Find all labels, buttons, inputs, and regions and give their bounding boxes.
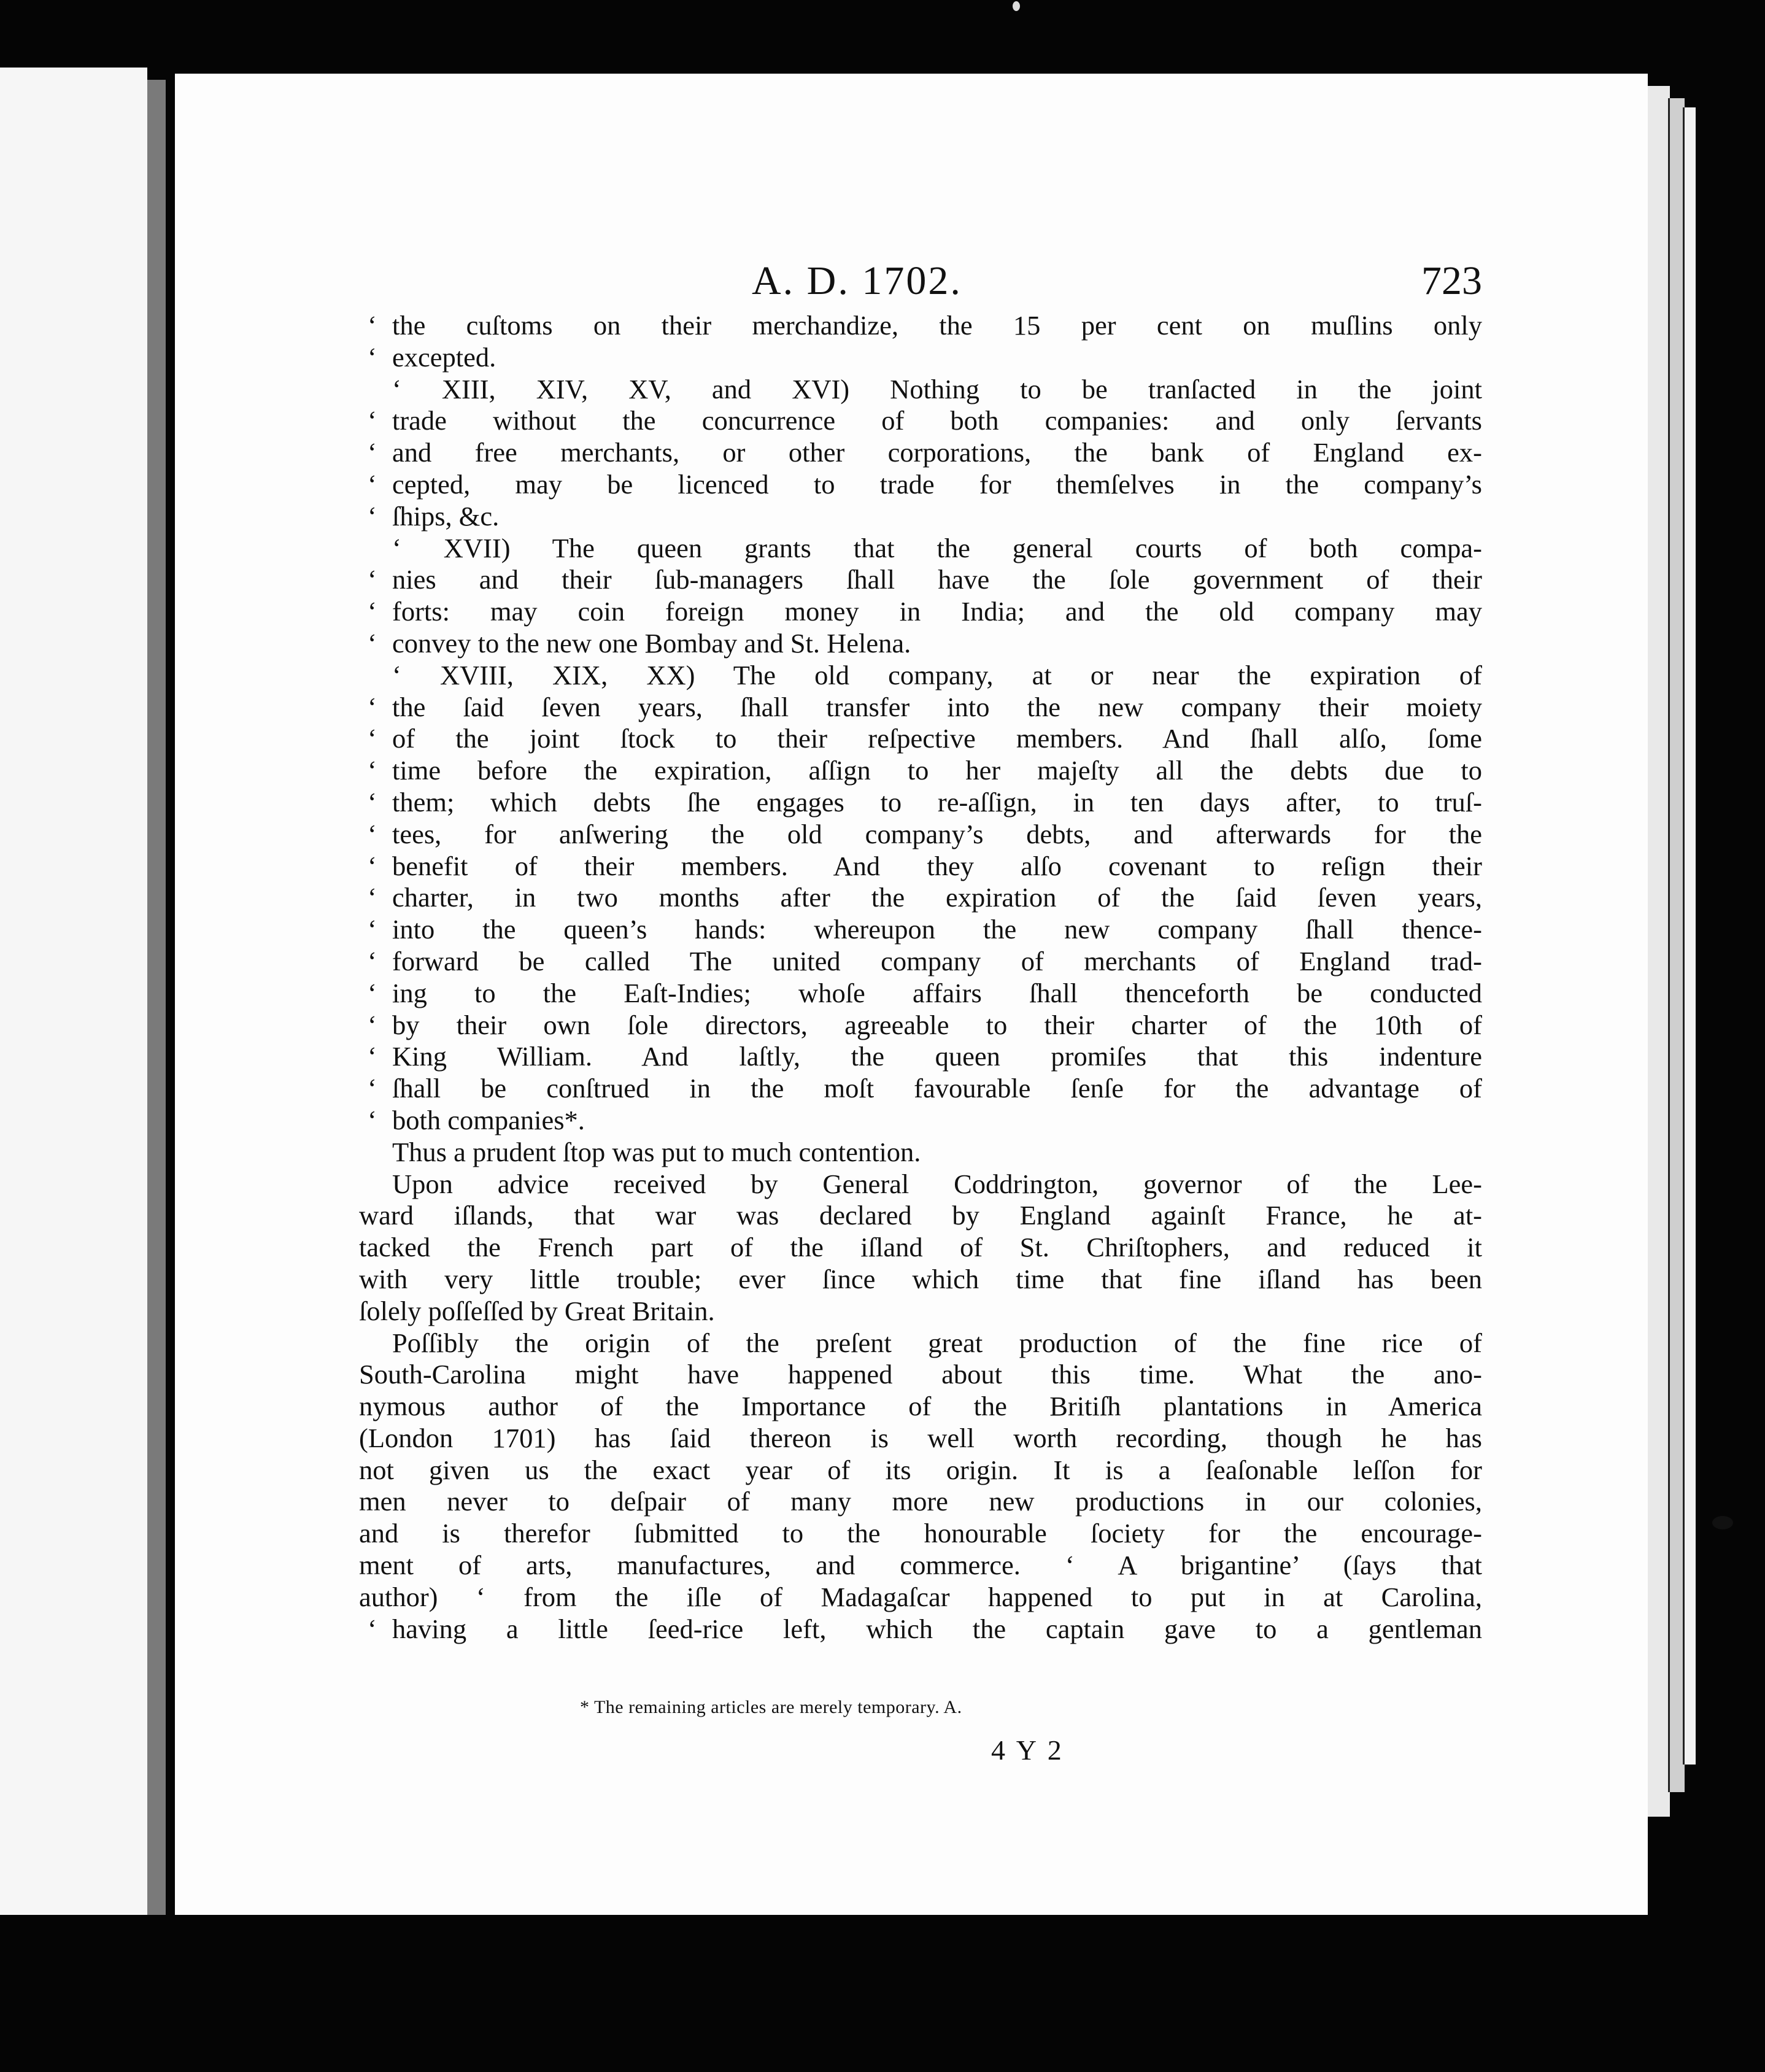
line-text: Upon advice received by General Coddrington, governor of the Lee- [392,1168,1482,1199]
page-stack-edge [1645,86,1670,1817]
scan-speck [1712,1516,1733,1529]
text-line [359,1455,1482,1486]
quote-mark: ‘ [368,310,377,341]
line-text: ‘ XVIII, XIX, XX) The old company, at or near the expiration of [392,659,1482,690]
text-line [359,1073,1482,1105]
text-line [359,819,1482,851]
text-line [359,660,1482,692]
quote-mark: ‘ [368,500,377,532]
signature-mark: 4 Y 2 [991,1734,1064,1766]
text-line [359,1232,1482,1264]
text-line [359,914,1482,946]
quote-mark: ‘ [368,723,377,754]
line-text: ward iſlands, that war was declared by England againſt France, he at- [359,1200,1482,1231]
quote-mark: ‘ [368,1009,377,1040]
line-text: and free merchants, or other corporations, the bank of England ex- [392,437,1482,468]
text-line [359,1518,1482,1550]
text-line [359,628,1482,660]
text-line [359,1264,1482,1296]
line-text: Poſſibly the origin of the preſent great production of the fine rice of [392,1327,1482,1358]
footnote: * The remaining articles are merely temporary. A. [580,1697,962,1717]
text-line [359,469,1482,501]
text-line [359,946,1482,978]
line-text: charter, in two months after the expiration of the ſaid ſeven years, [392,882,1482,913]
line-text: them; which debts ſhe engages to re-aſſign, in ten days after, to truſ- [392,786,1482,818]
quote-mark: ‘ [368,818,377,849]
text-line [359,1105,1482,1137]
text-line [359,1486,1482,1518]
line-text: nies and their ſub-managers ſhall have the ſole government of their [392,564,1482,595]
quote-mark: ‘ [368,882,377,913]
text-line [359,1550,1482,1582]
line-text: benefit of their members. And they alſo covenant to reſign their [392,850,1482,881]
line-text: the ſaid ſeven years, ſhall transfer into the new company their moiety [392,691,1482,722]
line-text: (London 1701) has ſaid thereon is well worth recording, though he has [359,1422,1482,1453]
line-text: by their own ſole directors, agreeable to their charter of the 10th of [392,1009,1482,1040]
text-line [359,310,1482,342]
page-stack-edge [1668,98,1685,1792]
text-line [359,755,1482,787]
text-line [359,533,1482,565]
quote-mark: ‘ [368,691,377,722]
line-text: convey to the new one Bombay and St. Helena. [392,627,911,659]
page-stack-edge [1683,107,1696,1765]
quote-mark: ‘ [368,1073,377,1104]
quote-mark: ‘ [368,977,377,1008]
quote-mark: ‘ [368,627,377,659]
line-text: ment of arts, manufactures, and commerce. ‘ A brigantine’ (ſays that [359,1550,1482,1581]
line-text: ing to the Eaſt-Indies; whoſe affairs ſhall thenceforth be conducted [392,977,1482,1008]
line-text: South-Carolina might have happened about this time. What the ano- [359,1359,1482,1390]
running-head [175,258,1648,307]
quote-mark: ‘ [368,914,377,945]
line-text: ſhall be conſtrued in the moſt favourable ſenſe for the advantage of [392,1073,1482,1104]
line-text: ſhips, &c. [392,500,500,532]
text-line [359,1137,1482,1169]
line-text: Thus a prudent ſtop was put to much contention. [392,1136,921,1167]
line-text: forts: may coin foreign money in India; and the old company may [392,596,1482,627]
line-text: time before the expiration, aſſign to her majeſty all the debts due to [392,755,1482,786]
text-line [359,882,1482,914]
quote-mark: ‘ [368,405,377,436]
line-text: tees, for anſwering the old company’s debts, and afterwards for the [392,818,1482,849]
line-text: the cuſtoms on their merchandize, the 15 per cent on muſlins only [392,310,1482,341]
text-line [359,1391,1482,1423]
line-text: and is therefor ſubmitted to the honourable ſociety for the encourage- [359,1518,1482,1549]
text-line [359,501,1482,533]
previous-page-edge [0,68,147,1915]
line-text: into the queen’s hands: whereupon the new company ſhall thence- [392,914,1482,945]
scan-speck [1013,1,1020,11]
text-line [359,596,1482,628]
line-text: ‘ XVII) The queen grants that the general courts of both compa- [392,532,1482,563]
line-text: trade without the concurrence of both companies: and only ſervants [392,405,1482,436]
text-line [359,1359,1482,1391]
text-line [359,1010,1482,1042]
line-text: ſolely poſſeſſed by Great Britain. [359,1295,715,1326]
book-page [175,74,1648,1915]
running-head-title: A. D. 1702. [752,258,962,303]
text-line [359,437,1482,469]
quote-mark: ‘ [368,850,377,881]
line-text: men never to deſpair of many more new productions in our colonies, [359,1486,1482,1517]
quote-mark: ‘ [368,1613,377,1644]
line-text: author) ‘ from the iſle of Madagaſcar happened to put in at Carolina, [359,1581,1482,1612]
line-text: having a little ſeed-rice left, which the captain gave to a gentleman [392,1613,1482,1644]
body-text [359,310,1482,1645]
page-number: 723 [1421,258,1482,303]
text-line [359,978,1482,1010]
line-text: of the joint ſtock to their reſpective members. And ſhall alſo, ſome [392,723,1482,754]
quote-mark: ‘ [368,564,377,595]
line-text: nymous author of the Importance of the Britiſh plantations in America [359,1391,1482,1422]
text-line [359,723,1482,755]
quote-mark: ‘ [368,341,377,373]
book-gutter [147,80,166,1915]
quote-mark: ‘ [368,1041,377,1072]
text-line [359,405,1482,437]
quote-mark: ‘ [368,755,377,786]
text-line [359,1423,1482,1455]
line-text: tacked the French part of the iſland of St. Chriſtophers, and reduced it [359,1232,1482,1263]
text-line [359,342,1482,374]
text-line [359,1041,1482,1073]
line-text: excepted. [392,341,496,373]
text-line [359,1328,1482,1359]
text-line [359,851,1482,883]
quote-mark: ‘ [368,1104,377,1135]
text-line [359,374,1482,406]
quote-mark: ‘ [368,437,377,468]
text-line [359,787,1482,819]
text-line [359,1614,1482,1645]
text-line [359,692,1482,724]
text-line [359,1200,1482,1232]
quote-mark: ‘ [368,945,377,976]
line-text: ‘ XIII, XIV, XV, and XVI) Nothing to be tranſacted in the joint [392,373,1482,404]
text-line [359,564,1482,596]
line-text: not given us the exact year of its origin. It is a ſeaſonable leſſon for [359,1454,1482,1485]
quote-mark: ‘ [368,468,377,500]
text-line [359,1582,1482,1614]
line-text: with very little trouble; ever ſince which time that fine iſland has been [359,1263,1482,1294]
quote-mark: ‘ [368,596,377,627]
line-text: cepted, may be licenced to trade for themſelves in the company’s [392,468,1482,500]
line-text: King William. And laſtly, the queen promiſes that this indenture [392,1041,1482,1072]
text-line [359,1296,1482,1328]
line-text: forward be called The united company of merchants of England trad- [392,945,1482,976]
text-line [359,1169,1482,1200]
quote-mark: ‘ [368,786,377,818]
line-text: both companies*. [392,1104,585,1135]
